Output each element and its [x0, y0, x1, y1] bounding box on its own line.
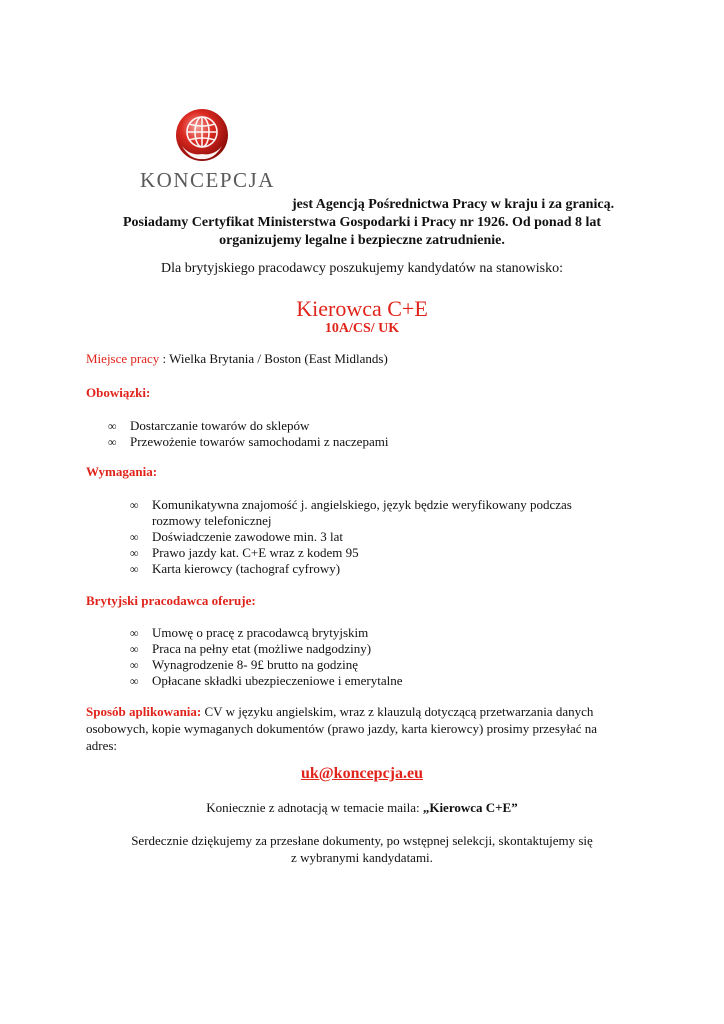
email-link[interactable]: uk@koncepcja.eu — [300, 765, 423, 782]
offer-heading: Brytyjski pracodawca oferuje: — [86, 593, 256, 608]
list-item: ∞ Dostarczanie towarów do sklepów — [108, 418, 310, 433]
list-item: ∞ Karta kierowcy (tachograf cyfrowy) — [130, 561, 341, 576]
apply-paragraph: Sposób aplikowania: CV w języku angielskim, wraz z klauzulą dotyczącą przetwarzania danych osobowych, kopie wymaganych dokumentów (prawo jazdy, karta kierowcy) prosimy przesyłać na adres: — [86, 704, 598, 753]
duties-heading: Obowiązki: — [86, 385, 151, 400]
list-item: ∞ Wynagrodzenie 8- 9£ brutto na godzinę — [130, 657, 359, 672]
logo-text: KONCEPCJA — [140, 168, 275, 192]
infinity-bullet-icon: ∞ — [130, 546, 139, 560]
list-item: ∞ Przewożenie towarów samochodami z naczepami — [108, 434, 389, 449]
company-logo — [140, 108, 275, 198]
infinity-bullet-icon: ∞ — [130, 674, 139, 688]
list-item: rozmowy telefonicznej — [152, 513, 272, 528]
duties-list — [108, 418, 388, 450]
intro-line-2: Posiadamy Certyfikat Ministerstwa Gospodarki i Pracy nr 1926. Od ponad 8 lat — [122, 215, 602, 230]
list-item: ∞ Prawo jazdy kat. C+E wraz z kodem 95 — [130, 545, 359, 560]
list-item: ∞ Komunikatywna znajomość j. angielskiego, język będzie weryfikowany podczas — [130, 497, 572, 512]
infinity-bullet-icon: ∞ — [130, 642, 139, 656]
intro-lines — [0, 214, 724, 250]
list-item: ∞ Praca na pełny etat (możliwe nadgodziny) — [130, 641, 372, 656]
thanks-note: Serdecznie dziękujemy za przesłane dokumenty, po wstępnej selekcji, skontaktujemy się z wybranymi kandydatami. — [131, 833, 593, 865]
subject-value: „Kierowca C+E” — [422, 800, 518, 815]
requirements-list — [130, 497, 572, 577]
infinity-bullet-icon: ∞ — [130, 626, 139, 640]
list-item: ∞ Opłacane składki ubezpieczeniowe i emerytalne — [130, 673, 403, 688]
job-code: 10A/CS/ UK — [324, 321, 400, 336]
list-item: ∞ Doświadczenie zawodowe min. 3 lat — [130, 529, 343, 544]
offer-list — [130, 625, 403, 689]
intro-line-3: organizujemy legalne i bezpieczne zatrudnienie. — [219, 233, 505, 248]
apply-label: Sposób aplikowania: — [86, 704, 202, 719]
subject-note: Koniecznie z adnotacją w temacie maila: „Kierowca C+E” — [206, 800, 518, 815]
location-label: Miejsce pracy — [86, 351, 160, 366]
infinity-bullet-icon: ∞ — [130, 658, 139, 672]
list-item: ∞ Umowę o pracę z pracodawcą brytyjskim — [130, 625, 369, 640]
location-line — [86, 351, 646, 367]
globe-hands-icon — [140, 108, 264, 170]
infinity-bullet-icon: ∞ — [130, 530, 139, 544]
infinity-bullet-icon: ∞ — [108, 419, 117, 433]
infinity-bullet-icon: ∞ — [108, 435, 117, 449]
job-title: Kierowca C+E — [296, 296, 428, 321]
intro-line-1: jest Agencją Pośrednictwa Pracy w kraju i za granicą. — [292, 197, 615, 212]
infinity-bullet-icon: ∞ — [130, 562, 139, 576]
search-text: Dla brytyjskiego pracodawcy poszukujemy kandydatów na stanowisko: — [160, 261, 564, 276]
infinity-bullet-icon: ∞ — [130, 498, 139, 512]
location-value: : Wielka Brytania / Boston (East Midlands) — [159, 351, 388, 366]
requirements-heading: Wymagania: — [86, 464, 158, 479]
